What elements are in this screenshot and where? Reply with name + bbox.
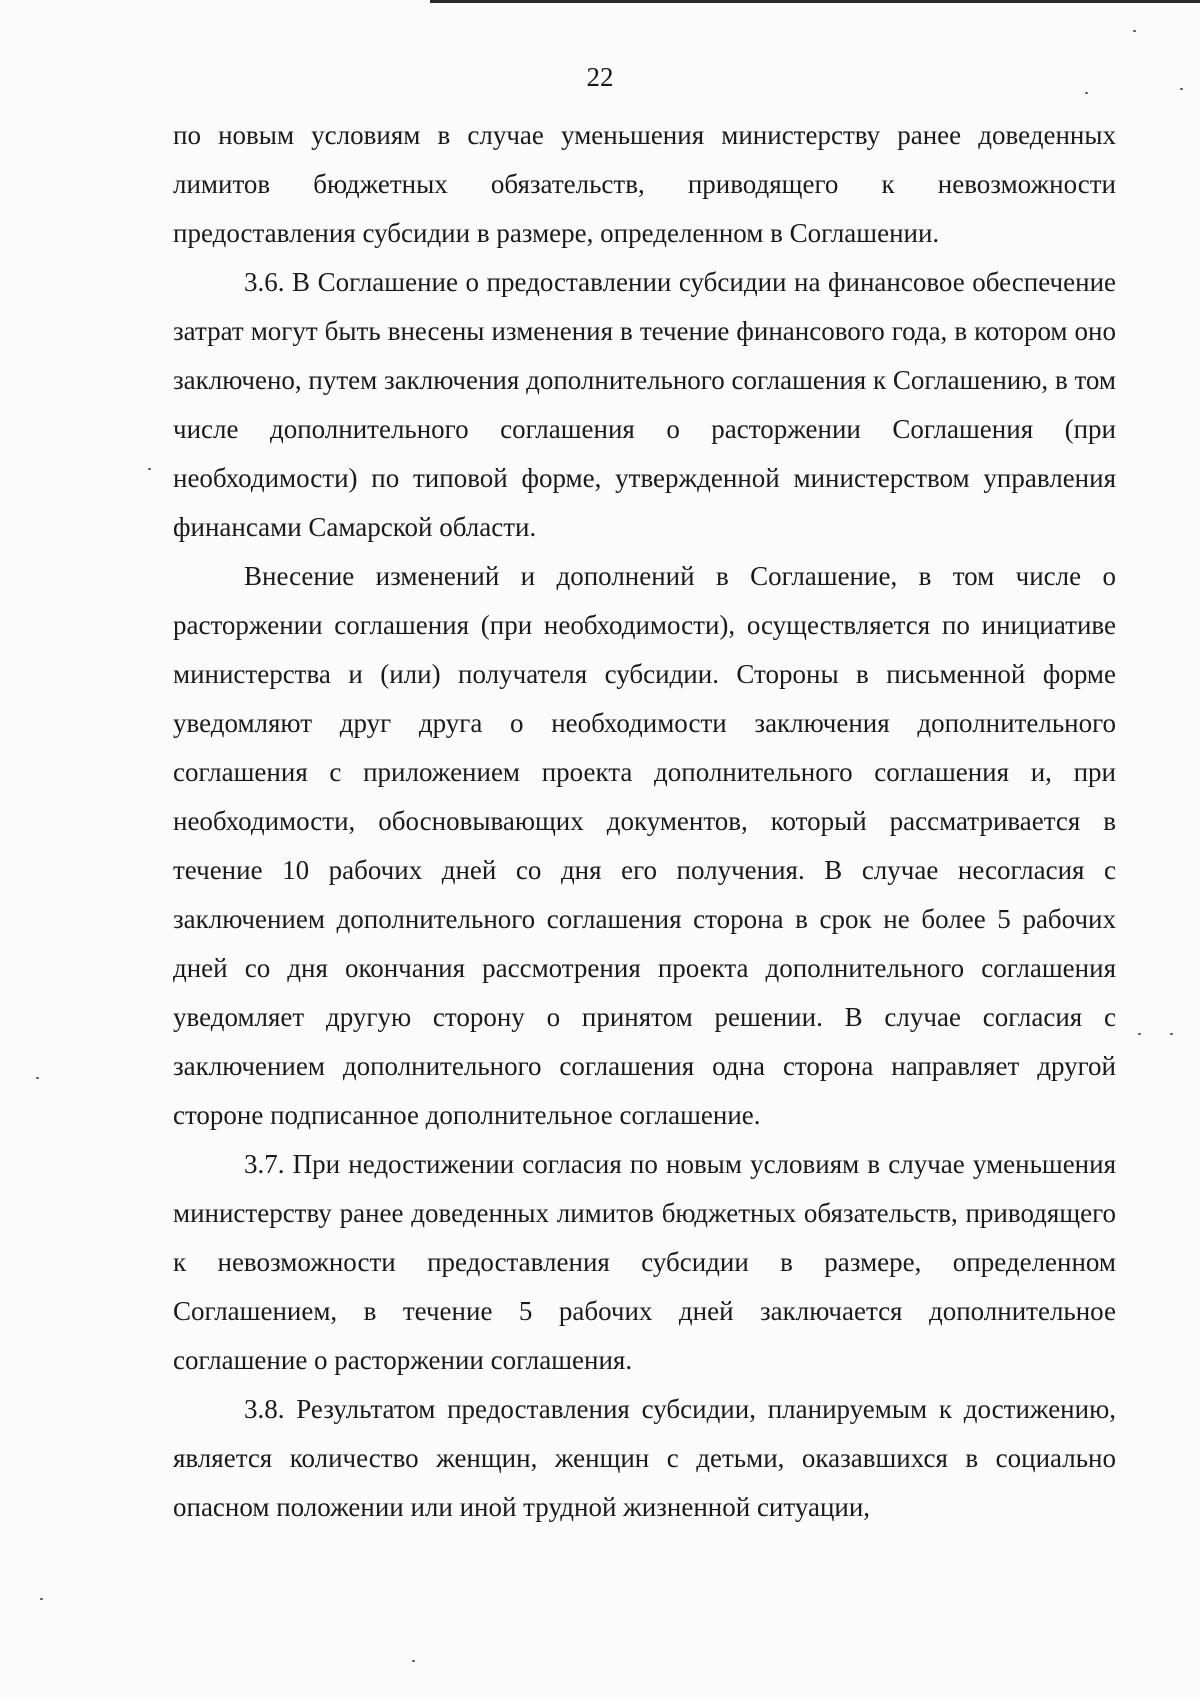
- paragraph-continuation: по новым условиям в случае уменьшения министерству ранее доведенных лимитов бюджетных обязательств, приводящего к невозможности предоставления субсидии в размере, определенном в Соглашении.: [173, 120, 1116, 248]
- scan-speck: [40, 1598, 43, 1600]
- scan-speck: [36, 1077, 39, 1079]
- scan-speck: [1085, 92, 1088, 94]
- scan-top-edge: [430, 0, 1200, 3]
- paragraph-3-7: 3.7. При недостижении согласия по новым условиям в случае уменьшения министерству ранее доведенных лимитов бюджетных обязательств, приводящего к невозможности предоставления субсидии в размере, определенном Соглашением, в течение 5 рабочих дней заключается дополнительное соглашение о расторжении соглашения.: [173, 1149, 1116, 1375]
- paragraph-3-8: 3.8. Результатом предоставления субсидии, планируемым к достижению, является количество женщин, женщин с детьми, оказавшихся в социально опасном положении или иной трудной жизненной ситуации,: [173, 1394, 1116, 1522]
- scan-speck: [412, 1660, 415, 1662]
- scan-speck: [1133, 30, 1136, 32]
- scan-speck: [1138, 1033, 1141, 1035]
- page-number: 22: [586, 62, 614, 92]
- paragraph-amendments: Внесение изменений и дополнений в Соглашение, в том числе о расторжении соглашения (при необходимости), осуществляется по инициативе министерства и (или) получателя субсидии. Стороны в письменной форме уведомляют друг друга о необходимости заключения дополнительного соглашения с приложением проекта дополнительного соглашения и, при необходимости, обосновывающих документов, который рассматривается в течение 10 рабочих дней со дня его получения. В случае несогласия с заключением дополнительного соглашения сторона в срок не более 5 рабочих дней со дня окончания рассмотрения проекта дополнительного соглашения уведомляет другую сторону о принятом решении. В случае согласия с заключением дополнительного соглашения одна сторона направляет другой стороне подписанное дополнительное соглашение.: [173, 561, 1116, 1130]
- scan-speck: [1180, 88, 1183, 90]
- paragraph-3-6: 3.6. В Соглашение о предоставлении субсидии на финансовое обеспечение затрат могут быть внесены изменения в течение финансового года, в котором оно заключено, путем заключения дополнительного соглашения к Соглашению, в том числе дополнительного соглашения о расторжении Соглашения (при необходимости) по типовой форме, утвержденной министерством управления финансами Самарской области.: [173, 267, 1116, 542]
- scan-speck: [1170, 1033, 1173, 1035]
- scan-speck: [148, 468, 151, 470]
- document-body: [173, 111, 1116, 1532]
